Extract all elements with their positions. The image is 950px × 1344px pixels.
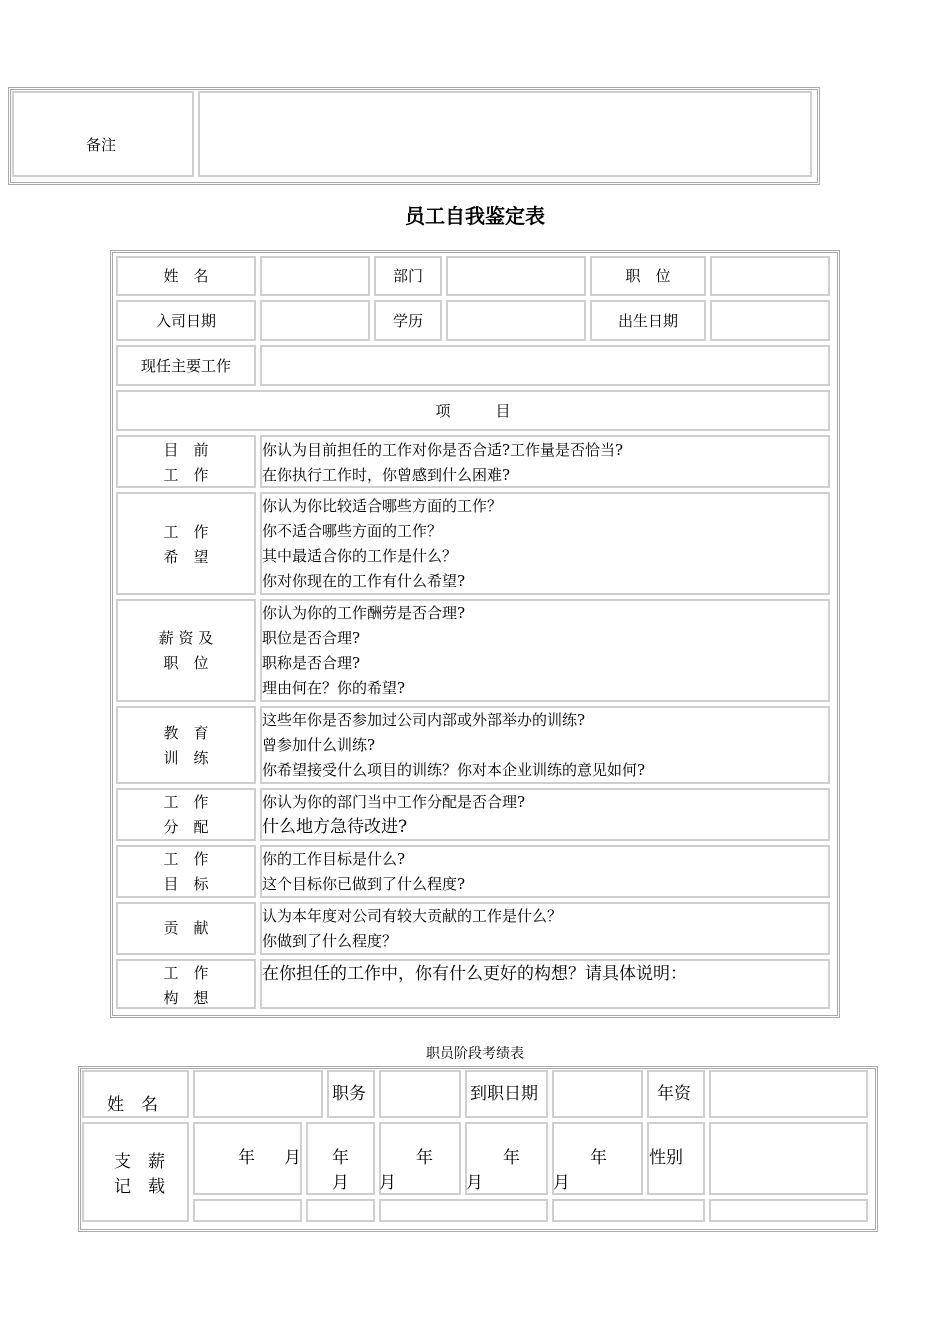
question-text: 在你担任的工作中，你有什么更好的构想？请具体说明： (262, 964, 687, 984)
section-label-line: 工 作 (163, 964, 209, 982)
section-label-line: 训 练 (163, 749, 209, 767)
section-label-line: 工 作 (163, 850, 209, 868)
salary-record-label-line: 记 载 (114, 1177, 165, 1197)
start-date-label: 到职日期 (470, 1084, 538, 1104)
section-label-line: 工 作 (163, 793, 209, 811)
question-text: 职称是否合理? (262, 654, 361, 672)
section-label-line: 目 前 (163, 441, 209, 459)
year-label: 年 (416, 1148, 433, 1168)
appraisal-title: 员工自我鉴定表 (405, 204, 545, 228)
salary-value-cell[interactable] (193, 1199, 302, 1222)
question-text: 你不适合哪些方面的工作？ (262, 522, 443, 540)
eval-name-value-cell[interactable] (193, 1070, 323, 1118)
current-work-value-cell[interactable] (260, 345, 830, 386)
gender-label: 性别 (649, 1148, 683, 1168)
salary-value-cell[interactable] (379, 1199, 548, 1222)
evaluation-title: 职员阶段考绩表 (426, 1046, 524, 1062)
name-value-cell[interactable] (260, 256, 370, 296)
question-text: 其中最适合你的工作是什么？ (262, 547, 458, 565)
salary-value-cell[interactable] (709, 1199, 868, 1222)
hire-date-value-cell[interactable] (260, 300, 370, 341)
dept-label: 部门 (392, 267, 423, 285)
seniority-label: 年资 (657, 1084, 691, 1104)
remarks-value-cell[interactable] (198, 91, 812, 177)
question-text: 你希望接受什么项目的训练？你对本企业训练的意见如何? (262, 761, 646, 779)
items-header: 项 目 (435, 402, 511, 420)
question-text: 你认为你的部门当中工作分配是否合理? (262, 793, 526, 811)
section-label-line: 贡 献 (163, 919, 209, 937)
section-label-line: 希 望 (163, 548, 209, 566)
question-text: 你的工作目标是什么? (262, 850, 406, 868)
question-text: 认为本年度对公司有较大贡献的工作是什么？ (262, 907, 563, 925)
current-work-label: 现任主要工作 (140, 357, 231, 375)
year-label: 年 (332, 1148, 349, 1168)
year-label: 年 (238, 1148, 255, 1168)
salary-value-cell[interactable] (306, 1199, 375, 1222)
question-text: 你对你现在的工作有什么希望? (262, 572, 466, 590)
question-text: 你做到了什么程度？ (262, 932, 398, 950)
question-text: 理由何在？你的希望? (262, 679, 406, 697)
section-label-line: 薪 资 及 (158, 629, 214, 647)
question-text: 你认为目前担任的工作对你是否合适?工作量是否恰当? (262, 441, 624, 459)
gender-value-cell[interactable] (709, 1122, 868, 1195)
hire-date-label: 入司日期 (155, 312, 216, 330)
question-text: 你认为你比较适合哪些方面的工作？ (262, 497, 503, 515)
section-label-line: 工 作 (163, 466, 209, 484)
dept-value-cell[interactable] (446, 256, 586, 296)
birth-date-value-cell[interactable] (710, 300, 830, 341)
question-text: 你认为你的工作酬劳是否合理? (262, 604, 466, 622)
section-label-line: 职 位 (163, 654, 209, 672)
duty-label: 职务 (332, 1084, 366, 1104)
eval-name-label: 姓 名 (107, 1095, 158, 1115)
month-label: 月 (553, 1173, 570, 1193)
month-label: 月 (284, 1148, 301, 1168)
month-label: 月 (466, 1173, 483, 1193)
section-label-line: 工 作 (163, 523, 209, 541)
position-value-cell[interactable] (710, 256, 830, 296)
start-date-value-cell[interactable] (552, 1070, 643, 1118)
birth-date-label: 出生日期 (617, 312, 678, 330)
position-label: 职 位 (625, 267, 671, 285)
year-label: 年 (503, 1148, 520, 1168)
section-label-line: 构 想 (163, 989, 209, 1007)
question-text: 什么地方急待改进? (262, 817, 408, 837)
remarks-label: 备注 (86, 136, 117, 154)
year-label: 年 (590, 1148, 607, 1168)
question-text: 职位是否合理? (262, 629, 361, 647)
question-text: 这个目标你已做到了什么程度? (262, 875, 466, 893)
name-label: 姓 名 (163, 267, 209, 285)
duty-value-cell[interactable] (379, 1070, 461, 1118)
section-label-line: 目 标 (163, 875, 209, 893)
month-label: 月 (332, 1173, 349, 1193)
question-text: 在你执行工作时，你曾感到什么困难? (262, 466, 511, 484)
seniority-value-cell[interactable] (709, 1070, 868, 1118)
question-text: 这些年你是否参加过公司内部或外部举办的训练? (262, 711, 586, 729)
question-text: 曾参加什么训练? (262, 736, 376, 754)
section-label-line: 分 配 (163, 818, 209, 836)
section-label-line: 教 育 (163, 724, 209, 742)
salary-value-cell[interactable] (552, 1199, 705, 1222)
education-label: 学历 (392, 312, 423, 330)
education-value-cell[interactable] (446, 300, 586, 341)
month-label: 月 (379, 1173, 396, 1193)
salary-record-label-line: 支 薪 (114, 1152, 165, 1172)
